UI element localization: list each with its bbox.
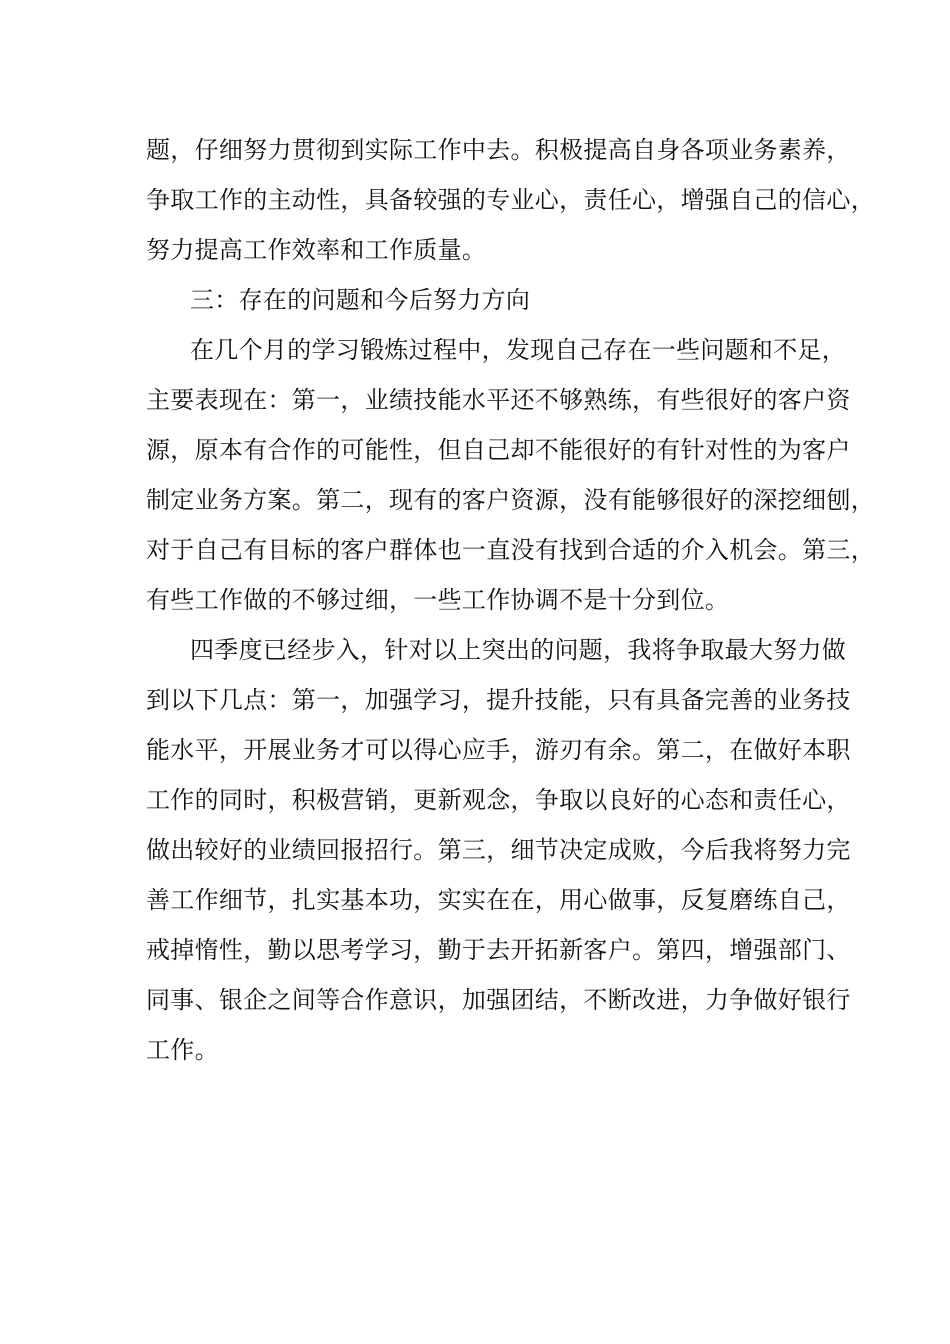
paragraph-line: 争取工作的主动性，具备较强的专业心，责任心，增强自己的信心， xyxy=(146,186,875,214)
paragraph-line: 题，仔细努力贯彻到实际工作中去。积极提高自身各项业务素养， xyxy=(146,136,851,164)
paragraph-line: 对于自己有目标的客户群体也一直没有找到合适的介入机会。第三， xyxy=(146,536,875,564)
paragraph-line: 戒掉惰性，勤以思考学习，勤于去开拓新客户。第四，增强部门、 xyxy=(146,936,851,964)
heading-line: 三：存在的问题和今后努力方向 xyxy=(190,286,531,314)
paragraph-line: 制定业务方案。第二，现有的客户资源，没有能够很好的深挖细刨， xyxy=(146,486,875,514)
paragraph-line: 同事、银企之间等合作意识，加强团结，不断改进，力争做好银行 xyxy=(146,986,851,1014)
paragraph-line: 四季度已经步入，针对以上突出的问题，我将争取最大努力做 xyxy=(190,636,847,664)
paragraph-line: 做出较好的业绩回报招行。第三，细节决定成败，今后我将努力完 xyxy=(146,836,851,864)
paragraph-line: 有些工作做的不够过细，一些工作协调不是十分到位。 xyxy=(146,586,730,614)
paragraph-line: 在几个月的学习锻炼过程中，发现自己存在一些问题和不足， xyxy=(190,336,847,364)
paragraph-line: 到以下几点：第一，加强学习，提升技能，只有具备完善的业务技 xyxy=(146,686,851,714)
paragraph-line: 能水平，开展业务才可以得心应手，游刃有余。第二，在做好本职 xyxy=(146,736,851,764)
paragraph-3 xyxy=(146,325,875,625)
paragraph-1 xyxy=(146,125,875,275)
paragraph-line: 源，原本有合作的可能性，但自己却不能很好的有针对性的为客户 xyxy=(146,436,851,464)
paragraph-line: 工作。 xyxy=(146,1036,219,1064)
paragraph-line: 主要表现在：第一，业绩技能水平还不够熟练，有些很好的客户资 xyxy=(146,386,851,414)
paragraph-4 xyxy=(146,625,851,1075)
section-heading xyxy=(146,275,836,325)
paragraph-line: 努力提高工作效率和工作质量。 xyxy=(146,236,487,264)
paragraph-line: 工作的同时，积极营销，更新观念，争取以良好的心态和责任心， xyxy=(146,786,851,814)
paragraph-line: 善工作细节，扎实基本功，实实在在，用心做事，反复磨练自己， xyxy=(146,886,851,914)
